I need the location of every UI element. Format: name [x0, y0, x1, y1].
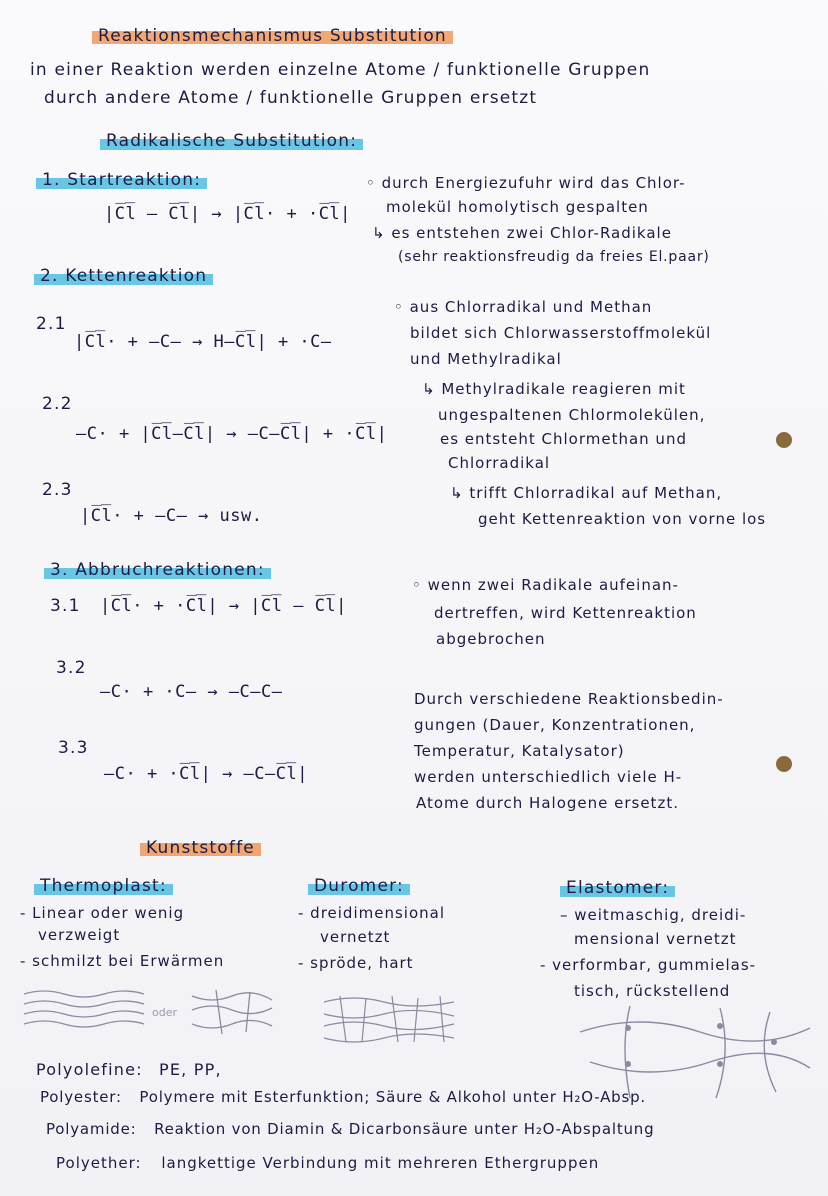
- plastics-heading: [140, 840, 261, 857]
- polymer-name: Polyether:: [56, 1154, 142, 1172]
- termination-heading-text: 3. Abbruchreaktionen:: [44, 560, 271, 580]
- polymer-row-4: [56, 1156, 599, 1171]
- termination-step-3-label: 3.3: [58, 738, 89, 758]
- intro-line-2: durch andere Atome / funktionelle Gruppen ersetzt: [44, 88, 538, 108]
- elastomer-item-4: tisch, rückstellend: [574, 982, 731, 1000]
- duromer-heading-text: Duromer:: [308, 876, 410, 896]
- elastomer-item-3: - verformbar, gummielas-: [540, 956, 757, 974]
- termination-step-1-equation: |C̅l̅· + ·C̅l̅| → |C̅l̅ – C̅l̅|: [100, 596, 347, 616]
- polymer-text: langkettige Verbindung mit mehreren Ethergruppen: [161, 1154, 600, 1172]
- polymer-row-1: [36, 1062, 222, 1078]
- duromer-heading: [308, 878, 410, 895]
- start-note-1: ◦ durch Energiezufuhr wird das Chlor-: [366, 174, 686, 192]
- conditions-line-4: werden unterschiedlich viele H-: [414, 768, 683, 786]
- duromer-item-3: - spröde, hart: [298, 954, 414, 972]
- elastomer-heading-text: Elastomer:: [560, 878, 675, 898]
- termination-step-2-equation: –C· + ·C– → –C–C–: [100, 682, 283, 702]
- chain-step-3-equation: |C̅l̅· + –C– → usw.: [80, 506, 263, 526]
- chain-note-8: ↳ trifft Chlorradikal auf Methan,: [450, 484, 723, 502]
- polymer-row-3: [46, 1122, 654, 1137]
- start-heading: [36, 172, 207, 189]
- thermoplast-item-3: - schmilzt bei Erwärmen: [20, 952, 225, 970]
- chain-step-2-equation: –C· + |C̅l̅–C̅l̅| → –C–C̅l̅| + ·C̅l̅|: [76, 424, 388, 444]
- section-heading: [100, 133, 363, 150]
- paper-mark: [776, 756, 792, 772]
- chain-note-6: es entsteht Chlormethan und: [440, 430, 687, 448]
- polymer-name: Polyamide:: [46, 1120, 137, 1138]
- duromer-sketch: [320, 992, 470, 1046]
- chain-note-1: ◦ aus Chlorradikal und Methan: [394, 298, 653, 316]
- termination-step-3-equation: –C· + ·C̅l̅| → –C–C̅l̅|: [104, 764, 308, 784]
- polymer-text: Polymere mit Esterfunktion; Säure & Alkohol unter H₂O-Absp.: [139, 1088, 647, 1106]
- thermoplast-item-1: - Linear oder wenig: [20, 904, 185, 922]
- termination-note-3: abgebrochen: [436, 630, 546, 648]
- termination-step-1-label: 3.1: [50, 596, 81, 616]
- chain-step-1-equation: |C̅l̅· + –C– → H–C̅l̅| + ·C–: [74, 332, 332, 352]
- chain-step-2-label: 2.2: [42, 394, 73, 414]
- title-text: Reaktionsmechanismus Substitution: [92, 26, 453, 46]
- thermoplast-heading: [34, 878, 173, 895]
- chain-step-1-label: 2.1: [36, 314, 67, 334]
- start-heading-text: 1. Startreaktion:: [36, 170, 207, 190]
- intro-line-1: in einer Reaktion werden einzelne Atome / funktionelle Gruppen: [30, 60, 651, 80]
- elastomer-sketch: [570, 1002, 820, 1102]
- chain-heading: [34, 268, 213, 285]
- start-note-3: ↳ es entstehen zwei Chlor-Radikale: [372, 224, 672, 242]
- duromer-item-1: - dreidimensional: [298, 904, 445, 922]
- polymer-row-2: [40, 1090, 646, 1105]
- chain-step-3-label: 2.3: [42, 480, 73, 500]
- plastics-heading-text: Kunststoffe: [140, 838, 261, 858]
- chain-note-2: bildet sich Chlorwasserstoffmolekül: [410, 324, 712, 342]
- polymer-name: Polyolefine:: [36, 1060, 143, 1079]
- elastomer-item-1: – weitmaschig, dreidi-: [560, 906, 747, 924]
- termination-note-2: dertreffen, wird Kettenreaktion: [434, 604, 697, 622]
- thermoplast-item-2: verzweigt: [38, 926, 121, 944]
- chain-note-7: Chlorradikal: [448, 454, 551, 472]
- duromer-item-2: vernetzt: [320, 928, 391, 946]
- elastomer-item-2: mensional vernetzt: [574, 930, 737, 948]
- termination-heading: [44, 562, 271, 579]
- conditions-line-2: gungen (Dauer, Konzentrationen,: [414, 716, 696, 734]
- chain-note-9: geht Kettenreaktion von vorne los: [478, 510, 767, 528]
- polymer-text: Reaktion von Diamin & Dicarbonsäure unter H₂O-Abspaltung: [154, 1120, 655, 1138]
- polymer-text: PE, PP,: [159, 1060, 222, 1079]
- polymer-name: Polyester:: [40, 1088, 122, 1106]
- chain-note-3: und Methylradikal: [410, 350, 562, 368]
- chain-heading-text: 2. Kettenreaktion: [34, 266, 213, 286]
- page-title: [92, 28, 453, 45]
- start-equation: |C̅l̅ – C̅l̅| → |C̅l̅· + ·C̅l̅|: [104, 204, 351, 224]
- paper-mark: [776, 432, 792, 448]
- thermoplast-sketch-label: oder: [152, 1006, 178, 1019]
- start-note-2: molekül homolytisch gespalten: [386, 198, 649, 216]
- conditions-line-5: Atome durch Halogene ersetzt.: [416, 794, 679, 812]
- chain-note-4: ↳ Methylradikale reagieren mit: [422, 380, 686, 398]
- chain-note-5: ungespaltenen Chlormolekülen,: [438, 406, 706, 424]
- termination-step-2-label: 3.2: [56, 658, 87, 678]
- elastomer-heading: [560, 880, 675, 897]
- conditions-line-1: Durch verschiedene Reaktionsbedin-: [414, 690, 724, 708]
- termination-note-1: ◦ wenn zwei Radikale aufeinan-: [412, 576, 679, 594]
- conditions-line-3: Temperatur, Katalysator): [414, 742, 625, 760]
- thermoplast-heading-text: Thermoplast:: [34, 876, 173, 896]
- start-note-4: (sehr reaktionsfreudig da freies El.paar): [398, 249, 710, 265]
- section-heading-text: Radikalische Substitution:: [100, 131, 363, 151]
- thermoplast-sketch: [20, 984, 300, 1044]
